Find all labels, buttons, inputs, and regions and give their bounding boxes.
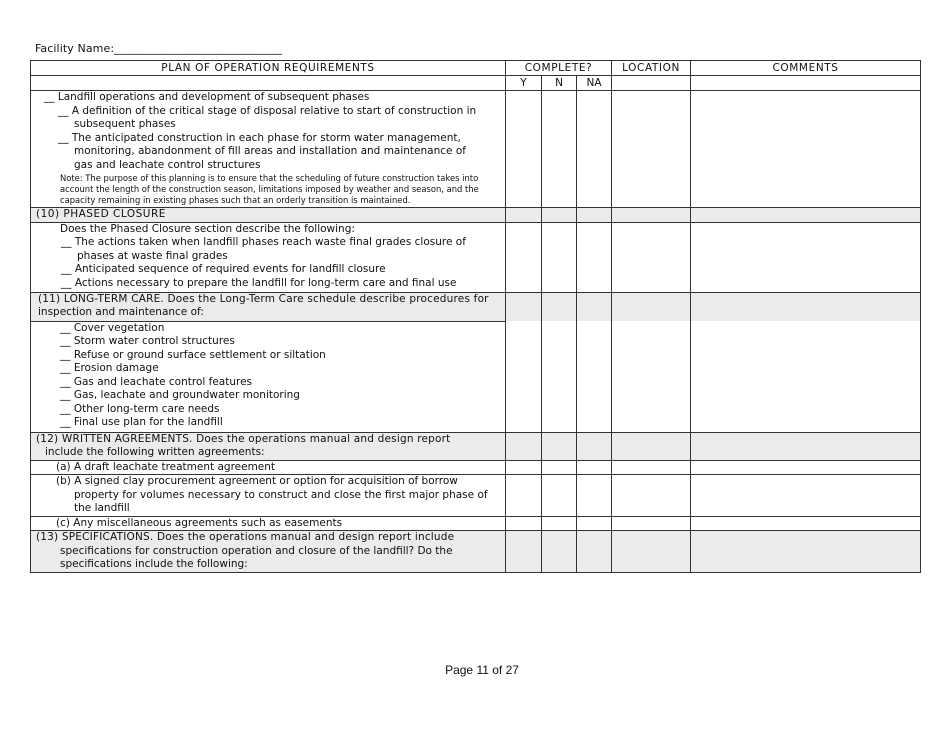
page-number: Page 11 of 27 <box>445 663 519 677</box>
location-cell[interactable] <box>612 222 691 292</box>
requirements-table <box>30 60 921 573</box>
checkbox-y[interactable] <box>506 460 542 475</box>
comments-cell[interactable] <box>691 292 921 432</box>
long-term-care-heading-cont: inspection and maintenance of: <box>38 306 204 318</box>
list-item: __ Landfill operations and development of subsequent phases <box>44 91 370 103</box>
comments-cell[interactable] <box>691 516 921 531</box>
no-column-header: N <box>542 76 577 91</box>
comments-cell[interactable] <box>691 531 921 573</box>
specifications-heading-cont: specifications for construction operation and closure of the landfill? Do the specifications include the following: <box>60 544 453 570</box>
checkbox-n[interactable] <box>542 432 577 460</box>
list-item: __ The actions taken when landfill phases reach waste final grades closure of phases at waste final grades <box>61 236 466 262</box>
list-item: __ The anticipated construction in each phase for storm water management, monitoring, abandonment of fill areas and installation and maintenance of gas and leachate control structures <box>58 131 466 171</box>
na-column-header: NA <box>577 76 612 91</box>
section-heading-row <box>31 432 921 460</box>
checkbox-na[interactable] <box>577 208 612 223</box>
checkbox-na[interactable] <box>577 516 612 531</box>
list-item: __ A definition of the critical stage of disposal relative to start of construction in subsequent phases <box>58 104 477 130</box>
checkbox-n[interactable] <box>542 91 577 208</box>
checkbox-na[interactable] <box>577 460 612 475</box>
location-cell[interactable] <box>612 292 691 432</box>
checkbox-y[interactable] <box>506 531 542 573</box>
phases-note: Note: The purpose of this planning is to ensure that the scheduling of future construction takes into account the length of the construction season, limitations imposed by weather and season, and the capacity remaining in existing phases such that an orderly transition is maintained. <box>60 173 479 205</box>
checkbox-y[interactable] <box>506 516 542 531</box>
table-row <box>31 475 921 517</box>
location-cell[interactable] <box>612 91 691 208</box>
comments-cell[interactable] <box>691 475 921 517</box>
checkbox-na[interactable] <box>577 475 612 517</box>
facility-name-field <box>35 42 282 55</box>
table-row <box>31 91 921 208</box>
comments-cell[interactable] <box>691 208 921 223</box>
checkbox-n[interactable] <box>542 531 577 573</box>
subheader-blank <box>31 76 506 91</box>
checkbox-y[interactable] <box>506 208 542 223</box>
location-sub-blank <box>612 76 691 91</box>
location-cell[interactable] <box>612 208 691 223</box>
comments-cell[interactable] <box>691 432 921 460</box>
comments-cell[interactable] <box>691 91 921 208</box>
yes-column-header: Y <box>506 76 542 91</box>
specifications-heading: (13) SPECIFICATIONS. Does the operations manual and design report include <box>36 531 455 543</box>
comments-cell[interactable] <box>691 460 921 475</box>
checkbox-n[interactable] <box>542 516 577 531</box>
list-item: __ Anticipated sequence of required events for landfill closure <box>61 263 386 275</box>
checkbox-na[interactable] <box>577 531 612 573</box>
list-item: __ Refuse or ground surface settlement or siltation <box>60 348 326 361</box>
complete-header: COMPLETE? <box>506 61 612 76</box>
comments-cell[interactable] <box>691 222 921 292</box>
list-item: __ Other long-term care needs <box>60 402 220 415</box>
phased-closure-intro: Does the Phased Closure section describe the following: <box>60 222 355 235</box>
list-item: __ Storm water control structures <box>60 335 235 347</box>
written-agreements-heading-cont: include the following written agreements: <box>45 446 265 458</box>
requirements-header: PLAN OF OPERATION REQUIREMENTS <box>31 61 506 76</box>
phased-closure-heading: (10) PHASED CLOSURE <box>36 208 166 220</box>
list-item: __ Erosion damage <box>60 362 159 374</box>
facility-name-label: Facility Name: <box>35 42 115 55</box>
location-cell[interactable] <box>612 475 691 517</box>
long-term-care-heading: (11) LONG-TERM CARE. Does the Long-Term Care schedule describe procedures for <box>38 292 489 305</box>
checkbox-y[interactable] <box>506 292 542 432</box>
table-row <box>31 516 921 531</box>
list-item: __ Cover vegetation <box>60 321 165 334</box>
checkbox-y[interactable] <box>506 222 542 292</box>
location-header: LOCATION <box>612 61 691 76</box>
checkbox-n[interactable] <box>542 292 577 432</box>
facility-name-blank[interactable]: ______________________________ <box>114 42 283 55</box>
phased-closure-cell <box>31 222 506 292</box>
agreement-c: (c) Any miscellaneous agreements such as easements <box>56 516 343 529</box>
checkbox-n[interactable] <box>542 208 577 223</box>
location-cell[interactable] <box>612 460 691 475</box>
agreement-a: (a) A draft leachate treatment agreement <box>56 460 276 473</box>
checkbox-y[interactable] <box>506 91 542 208</box>
long-term-care-cell <box>31 292 506 432</box>
list-item: __ Final use plan for the landfill <box>60 416 223 428</box>
section-heading-row <box>31 531 921 573</box>
list-item: __ Actions necessary to prepare the landfill for long-term care and final use <box>61 276 457 289</box>
location-cell[interactable] <box>612 516 691 531</box>
checkbox-n[interactable] <box>542 222 577 292</box>
comments-sub-blank <box>691 76 921 91</box>
list-item: __ Gas, leachate and groundwater monitoring <box>60 389 300 401</box>
list-item: __ Gas and leachate control features <box>60 375 253 388</box>
phases-requirements-cell <box>31 91 506 208</box>
checkbox-na[interactable] <box>577 292 612 432</box>
checkbox-na[interactable] <box>577 91 612 208</box>
section-heading-row <box>31 208 921 223</box>
written-agreements-heading: (12) WRITTEN AGREEMENTS. Does the operations manual and design report <box>36 432 451 445</box>
table-header-row <box>31 61 921 76</box>
table-row <box>31 460 921 475</box>
checkbox-na[interactable] <box>577 222 612 292</box>
table-row <box>31 222 921 292</box>
table-subheader-row <box>31 76 921 91</box>
table-row <box>31 292 921 432</box>
checkbox-n[interactable] <box>542 475 577 517</box>
location-cell[interactable] <box>612 432 691 460</box>
comments-header: COMMENTS <box>691 61 921 76</box>
checkbox-y[interactable] <box>506 432 542 460</box>
agreement-b: (b) A signed clay procurement agreement or option for acquisition of borrow property for volumes necessary to construct and close the first major phase of the landfill <box>56 475 488 514</box>
checkbox-y[interactable] <box>506 475 542 517</box>
location-cell[interactable] <box>612 531 691 573</box>
checkbox-na[interactable] <box>577 432 612 460</box>
checkbox-n[interactable] <box>542 460 577 475</box>
